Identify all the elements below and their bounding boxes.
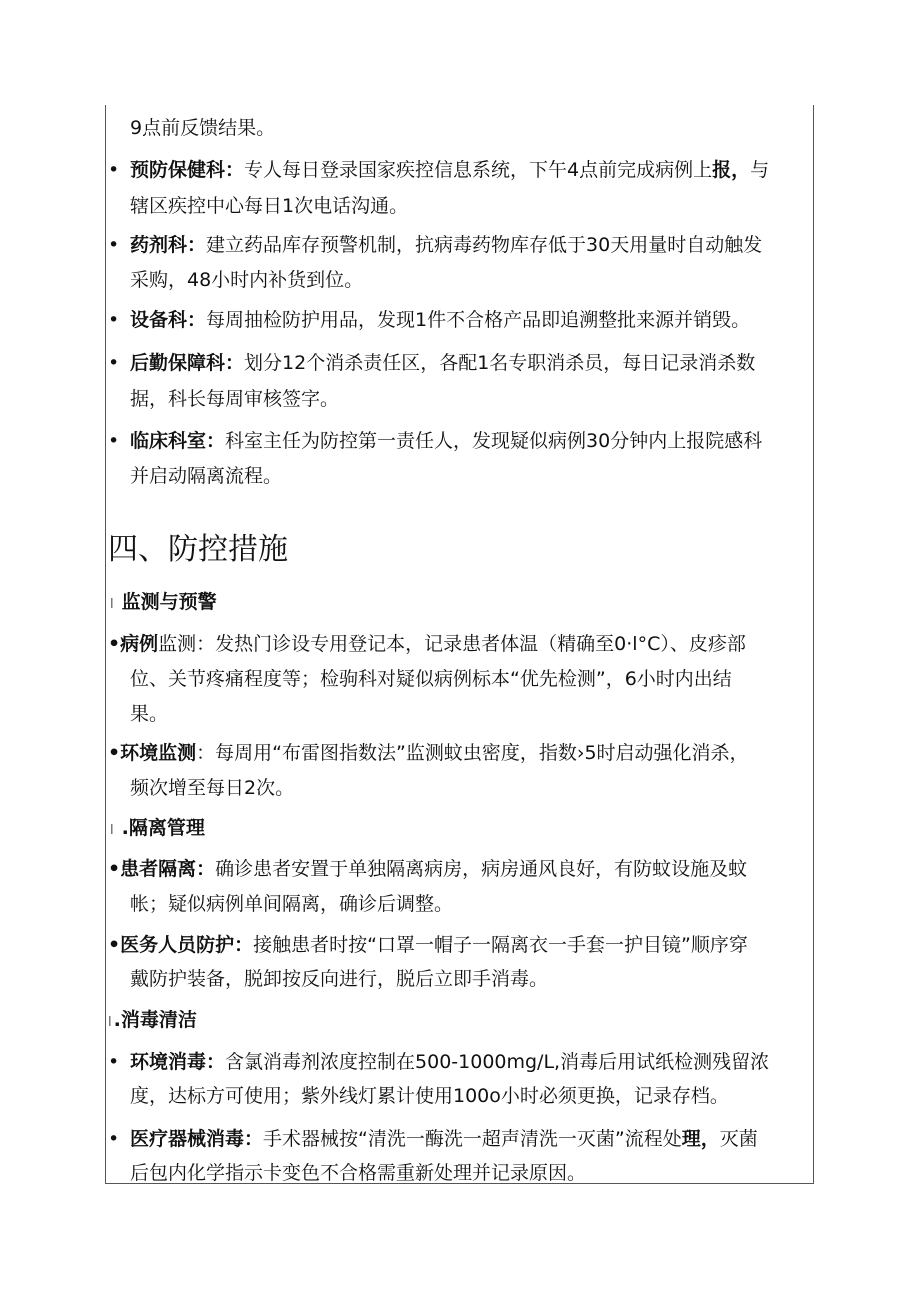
text-line: 戴防护装备，脱卸按反向进行，脱后立即手消毒。 (130, 968, 549, 990)
list-item-case-monitoring: •病例监测：发热门诊设专用登记本，记录患者体温（精确至0·l°C）、皮疹部 (108, 633, 746, 655)
text-line: 9点前反馈结果。 (130, 117, 276, 139)
list-item-logistics: 后勤保障科：划分12个消杀责任区，各配1名专职消杀员，每日记录消杀数 (130, 352, 756, 374)
list-item-clinical: 临床科室：科室主任为防控第一责任人，发现疑似病例30分钟内上报院感科 (130, 430, 763, 452)
section-heading: 四、防控措施 (108, 532, 288, 567)
bullet: • (108, 309, 120, 331)
text-line: 并启动隔离流程。 (130, 465, 283, 487)
list-item-equipment: 设备科：每周抽检防护用品，发现1件不合格产品即追溯整批来源并销毁。 (130, 309, 751, 331)
subheading-disinfection: l .消毒清洁 (108, 1009, 197, 1031)
list-item-environment-monitoring: •环境监测：每周用“布雷图指数法”监测蚊虫密度，指数›5时启动强化消杀， (108, 742, 749, 764)
bullet: • (108, 1128, 120, 1150)
bullet: • (108, 159, 120, 181)
bullet: • (108, 352, 120, 374)
bullet: • (108, 1051, 120, 1073)
text-line: 采购，48小时内补货到位。 (130, 269, 364, 291)
list-item-staff-protection: •医务人员防护：接触患者时按“口罩一帽子一隔离衣一手套一护目镜”顺序穿 (108, 934, 748, 956)
bullet: • (108, 234, 120, 256)
list-item-instrument-disinfection: 医疗器械消毒：手术器械按“清洗一酶洗一超声清洗一灭菌”流程处理，灭菌 (130, 1128, 758, 1150)
text-line: 果。 (130, 703, 169, 725)
list-item-patient-isolation: •患者隔离：确诊患者安置于单独隔离病房，病房通风良好，有防蚊设施及蚊 (108, 858, 748, 880)
text-line: 帐；疑似病例单间隔离，确诊后调整。 (130, 893, 454, 915)
text-line: 频次增至每日2次。 (130, 777, 295, 799)
text-line: 据，科长每周审核签字。 (130, 388, 340, 410)
text-line: 度，达标方可使用；紫外线灯累计使用100o小时必须更换，记录存档。 (130, 1085, 729, 1107)
list-item-environment-disinfection: 环境消毒：含氯消毒剂浓度控制在500-1000mg/L,消毒后用试纸检测残留浓 (130, 1051, 770, 1073)
text-line: 辖区疾控中心每日1次电话沟通。 (130, 195, 409, 217)
text-line: 后包内化学指示卡变色不合格需重新处理并记录原因。 (130, 1162, 587, 1184)
text-line: 位、关节疼痛程度等；检驹科对疑似病例标本“优先检测”，6小时内出结 (130, 668, 732, 690)
subheading-isolation: l .隔离管理 (110, 817, 205, 839)
bullet: • (108, 430, 120, 452)
list-item-pharmacy: 药剂科：建立药品库存预警机制，抗病毒药物库存低于30天用量时自动触发 (130, 234, 763, 256)
subheading-monitoring: l 监测与预警 (110, 591, 217, 613)
list-item-preventive: 预防保健科：专人每日登录国家疾控信息系统，下午4点前完成病例上报，与 (130, 159, 770, 181)
